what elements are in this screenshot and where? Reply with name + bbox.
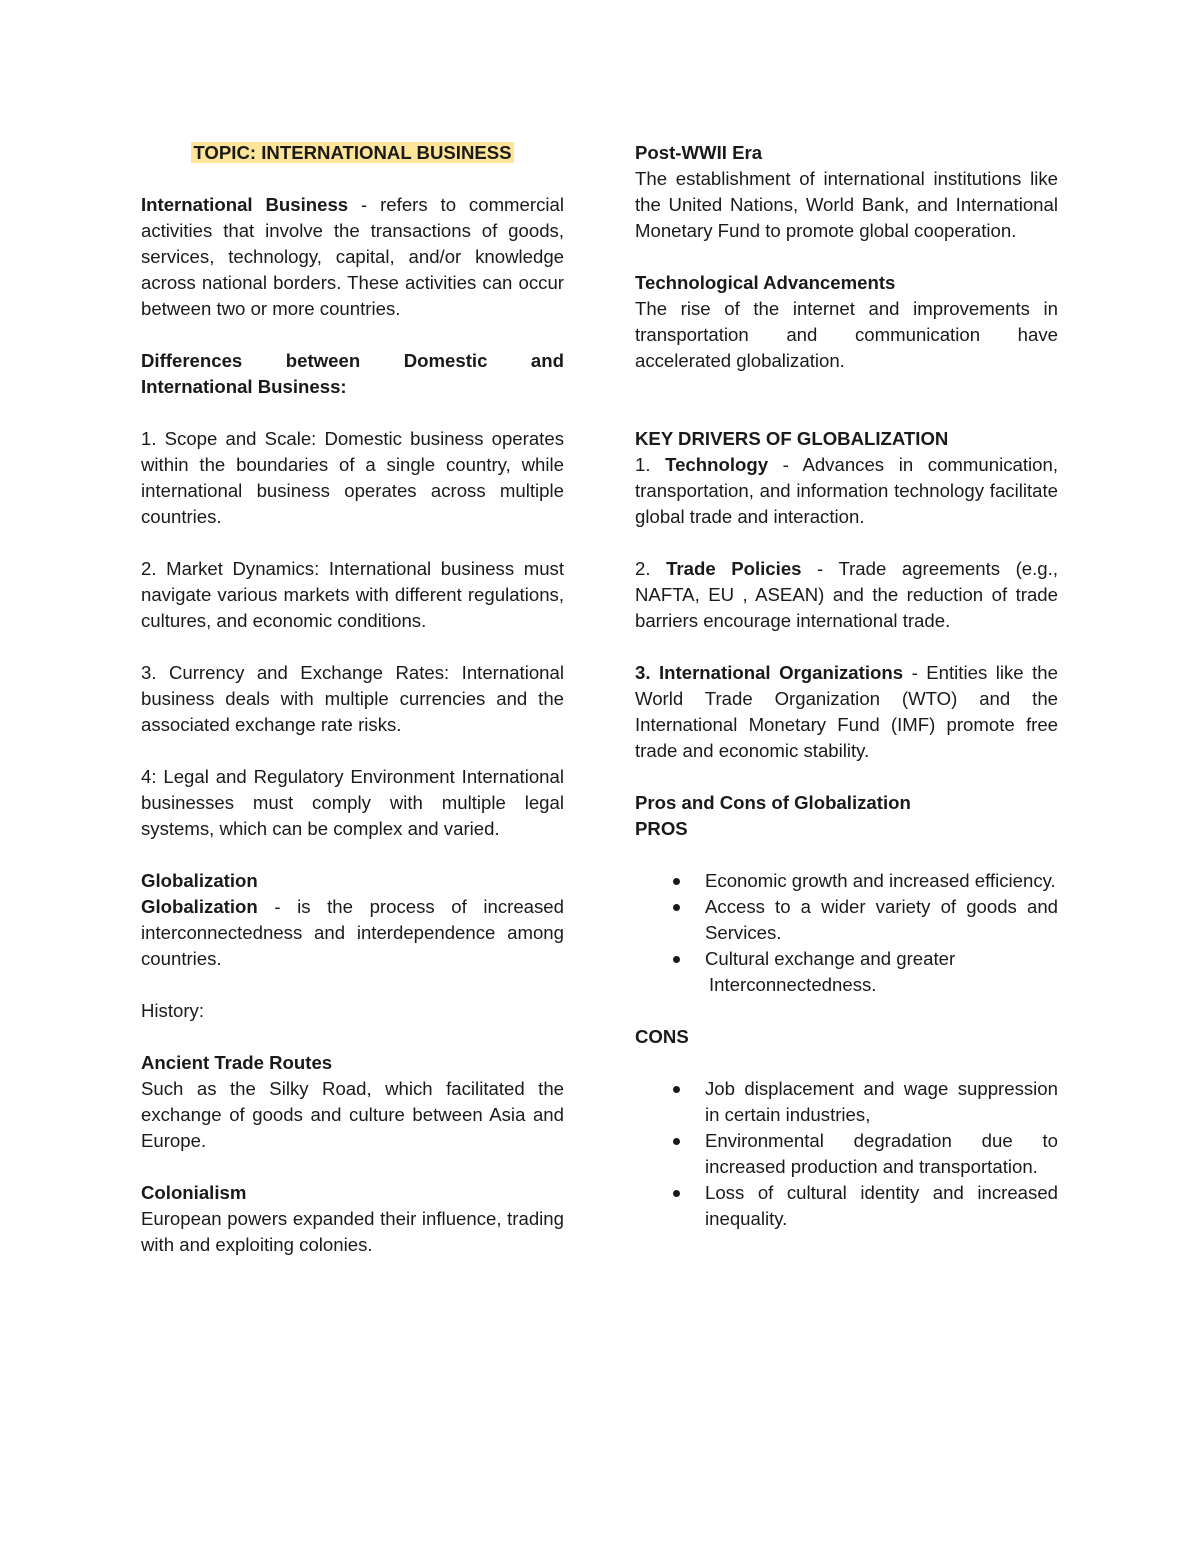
history-label: History: — [141, 1000, 205, 1021]
title-highlight: TOPIC: INTERNATIONAL BUSINESS — [193, 142, 512, 163]
globalization-definition — [141, 894, 564, 972]
list-item-continuation: Interconnectedness. — [709, 974, 877, 995]
ancient-text: Such as the Silky Road, which facilitated the exchange of goods and culture between Asia and Europe. — [141, 1078, 564, 1151]
colonialism-heading-text: Colonialism — [141, 1182, 247, 1203]
list-item-text: Cultural exchange and greater — [705, 948, 956, 969]
driver-term: Trade Policies — [666, 558, 802, 579]
page-title — [141, 140, 564, 166]
tech-heading-text: Technological Advancements — [635, 272, 896, 293]
right-column — [635, 140, 1058, 1232]
intro-paragraph — [141, 192, 564, 322]
driver-item-1 — [635, 452, 1058, 530]
drivers-heading — [635, 426, 1058, 452]
ancient-heading — [141, 1050, 564, 1076]
colonialism-text: European powers expanded their influence, trading with and exploiting colonies. — [141, 1208, 564, 1255]
driver-text: - Entities like the World Trade Organization (WTO) and the International Monetary Fund (IMF) promote free trade and economic stability. — [635, 662, 1058, 761]
differences-heading-text: Differences between Domestic and International Business: — [141, 350, 564, 397]
globalization-heading — [141, 868, 564, 894]
colonialism-heading — [141, 1180, 564, 1206]
difference-item-2: 2. Market Dynamics: International business must navigate various markets with different regulations, cultures, and economic conditions. — [141, 558, 564, 631]
proscons-heading-text: Pros and Cons of Globalization — [635, 792, 911, 813]
driver-text: - Trade agreements (e.g., NAFTA, EU , ASEAN) and the reduction of trade barriers encourage international trade. — [635, 558, 1058, 631]
list-item: Job displacement and wage suppression in certain industries, — [635, 1076, 1058, 1128]
tech-heading — [635, 270, 1058, 296]
driver-item-3 — [635, 660, 1058, 764]
difference-item-4: 4: Legal and Regulatory Environment International businesses must comply with multiple legal systems, which can be complex and varied. — [141, 766, 564, 839]
pros-list — [635, 868, 1058, 998]
cons-label — [635, 1024, 1058, 1050]
driver-term: Technology — [665, 454, 769, 475]
difference-item-3: 3. Currency and Exchange Rates: International business deals with multiple currencies and the associated exchange rate risks. — [141, 662, 564, 735]
drivers-heading-text: KEY DRIVERS OF GLOBALIZATION — [635, 428, 949, 449]
pros-label — [635, 816, 1058, 842]
difference-item-1: 1. Scope and Scale: Domestic business operates within the boundaries of a single country, while international business operates across multiple countries. — [141, 428, 564, 527]
driver-num: 1. — [635, 454, 666, 475]
intro-text: - refers to commercial activities that involve the transactions of goods, services, technology, capital, and/or knowledge across national borders. These activities can occur between two or more countries. — [141, 194, 564, 319]
list-item: Environmental degradation due to increased production and transportation. — [635, 1128, 1058, 1180]
globalization-heading-text: Globalization — [141, 870, 258, 891]
left-column — [141, 140, 564, 1258]
postwar-text: The establishment of international institutions like the United Nations, World Bank, and International Monetary Fund to promote global cooperation. — [635, 168, 1058, 241]
list-item — [635, 946, 1058, 998]
list-item: Loss of cultural identity and increased inequality. — [635, 1180, 1058, 1232]
tech-text: The rise of the internet and improvements in transportation and communication have accelerated globalization. — [635, 298, 1058, 371]
intro-term: International Business — [141, 194, 349, 215]
postwar-heading — [635, 140, 1058, 166]
cons-label-text: CONS — [635, 1026, 689, 1047]
ancient-heading-text: Ancient Trade Routes — [141, 1052, 333, 1073]
list-item: Economic growth and increased efficiency. — [635, 868, 1058, 894]
proscons-heading — [635, 790, 1058, 816]
driver-text: - Advances in communication, transportation, and information technology facilitate global trade and interaction. — [635, 454, 1058, 527]
driver-term: 3. International Organizations — [635, 662, 904, 683]
driver-num: 2. — [635, 558, 667, 579]
globalization-term: Globalization — [141, 896, 258, 917]
driver-item-2 — [635, 556, 1058, 634]
pros-label-text: PROS — [635, 818, 688, 839]
postwar-heading-text: Post-WWII Era — [635, 142, 763, 163]
cons-list — [635, 1076, 1058, 1232]
list-item: Access to a wider variety of goods and Services. — [635, 894, 1058, 946]
differences-heading — [141, 348, 564, 400]
globalization-text: - is the process of increased interconnectedness and interdependence among countries. — [141, 896, 564, 969]
